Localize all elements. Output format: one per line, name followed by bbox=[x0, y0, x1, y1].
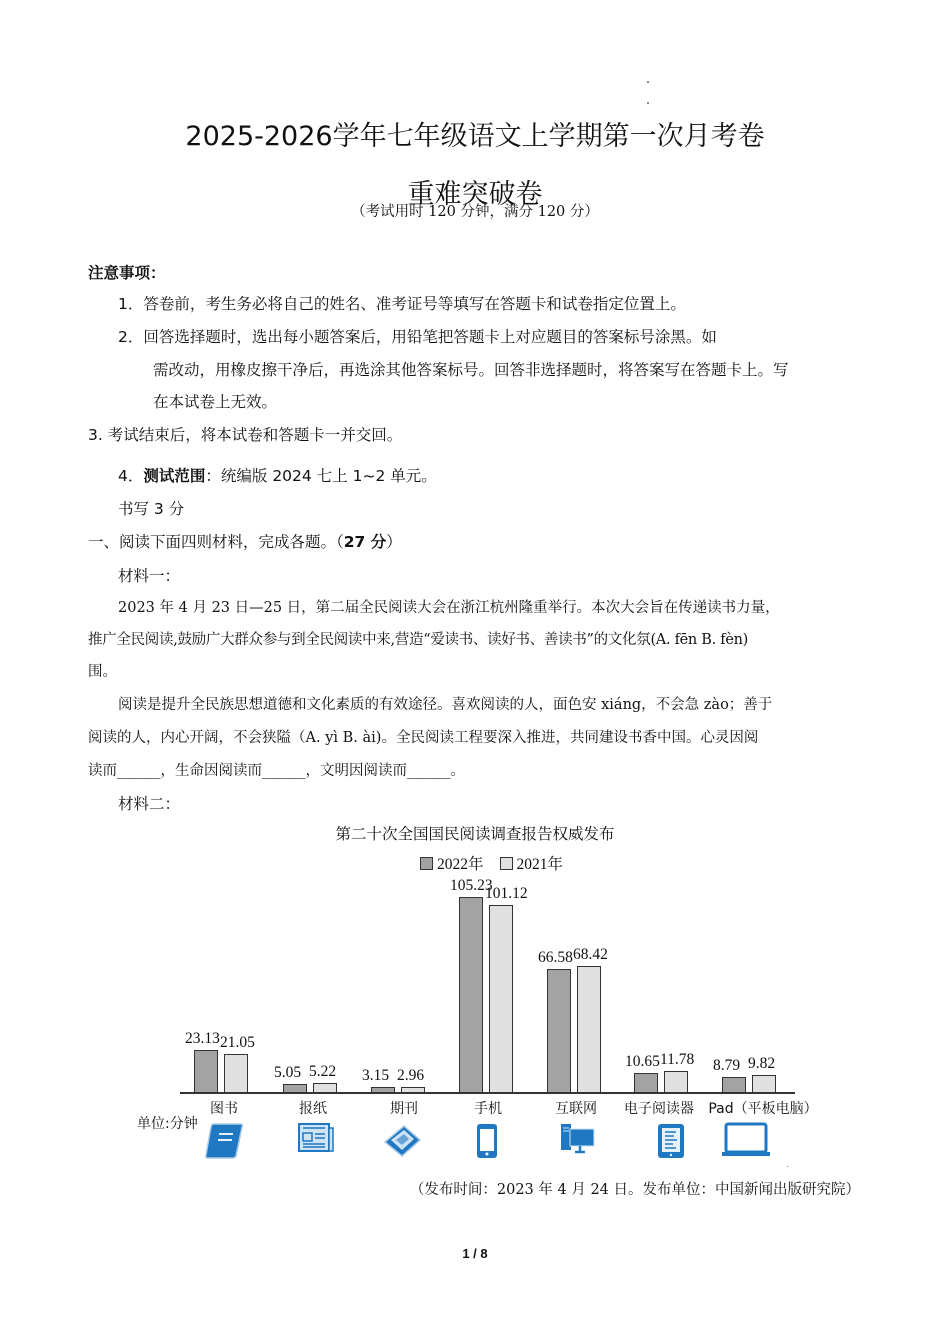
bar-value-label: 66.58 bbox=[538, 949, 573, 966]
bar-value-label: 5.22 bbox=[309, 1063, 337, 1080]
material1-label: 材料一： bbox=[118, 567, 181, 585]
category-label: 期刊 bbox=[390, 1101, 418, 1117]
section1-heading-text: 一、阅读下面四则材料，完成各题。（ bbox=[88, 533, 344, 551]
section1-score: 27 分 bbox=[343, 533, 387, 551]
legend-swatch-2022 bbox=[420, 857, 433, 870]
notice-item-4 bbox=[118, 464, 437, 486]
tablet-laptop-icon bbox=[720, 1122, 772, 1158]
bar-value-label: 11.78 bbox=[660, 1051, 695, 1068]
exam-title: 2025-2026学年七年级语文上学期第一次月考卷 bbox=[185, 121, 765, 152]
chart-source-note: （发布时间：2023 年 4 月 24 日。发布单位：中国新闻出版研究院） bbox=[409, 1182, 860, 1198]
phone-icon bbox=[475, 1122, 499, 1160]
legend-label-2021: 2021年 bbox=[516, 856, 564, 873]
bar-2021 bbox=[664, 1071, 688, 1093]
bar-2022 bbox=[547, 969, 571, 1093]
writing-score: 书写 3 分 bbox=[118, 500, 185, 518]
bar-value-label: 105.23 bbox=[450, 877, 493, 894]
material1-line-1: 2023 年 4 月 23 日—25 日，第二届全民阅读大会在浙江杭州隆重举行。本次大会旨在传递读书力量， bbox=[118, 600, 780, 616]
chart-unit-label: 单位:分钟 bbox=[137, 1116, 198, 1132]
scan-dot bbox=[647, 81, 649, 83]
bar-value-label: 10.65 bbox=[625, 1053, 660, 1070]
newspaper-icon bbox=[297, 1122, 335, 1154]
bar-value-label: 5.05 bbox=[274, 1064, 302, 1081]
book-icon bbox=[203, 1122, 245, 1160]
material2-label: 材料二： bbox=[118, 795, 181, 813]
scan-dot bbox=[647, 102, 649, 104]
category-label: 互联网 bbox=[555, 1101, 597, 1117]
material1-line-4: 阅读是提升全民族思想道德和文化素质的有效途径。喜欢阅读的人，面色安 xiáng，不会急 zào；善于 bbox=[118, 697, 773, 713]
section1-heading bbox=[88, 530, 402, 552]
legend-item-2021 bbox=[500, 852, 564, 874]
bar-value-label: 8.79 bbox=[713, 1057, 741, 1074]
bar-2022 bbox=[194, 1050, 218, 1093]
bar-2021 bbox=[752, 1075, 776, 1093]
bar-2022 bbox=[634, 1073, 658, 1093]
notice-item-4-label: 测试范围 bbox=[143, 467, 206, 485]
notice-item-2: 2．回答选择题时，选出每小题答案后，用铅笔把答题卡上对应题目的答案标号涂黑。如 bbox=[118, 328, 717, 346]
category-label: Pad（平板电脑） bbox=[708, 1101, 818, 1117]
notice-item-4-text: ：统编版 2024 七上 1~2 单元。 bbox=[205, 467, 437, 485]
material1-line-6: 读而______，生命因阅读而______，文明因阅读而______。 bbox=[88, 763, 465, 779]
exam-subtitle: 重难突破卷 bbox=[407, 179, 543, 210]
notice-item-2-cont: 需改动，用橡皮擦干净后，再选涂其他答案标号。回答非选择题时，将答案写在答题卡上。写 bbox=[153, 361, 789, 379]
chart-legend bbox=[420, 852, 579, 874]
bar-value-label: 9.82 bbox=[748, 1055, 776, 1072]
ereader-icon bbox=[656, 1122, 686, 1160]
scan-dot bbox=[787, 1166, 788, 1167]
bar-2022 bbox=[722, 1077, 746, 1093]
category-label: 手机 bbox=[474, 1101, 502, 1117]
bar-value-label: 2.96 bbox=[397, 1067, 425, 1084]
legend-swatch-2021 bbox=[500, 857, 513, 870]
bar-2021 bbox=[224, 1054, 248, 1093]
desktop-computer-icon bbox=[560, 1122, 596, 1156]
exam-info: （考试用时 120 分钟，满分 120 分） bbox=[351, 204, 599, 220]
material1-line-3: 围。 bbox=[88, 664, 117, 680]
legend-label-2022: 2022年 bbox=[437, 856, 484, 873]
notice-item-1: 1．答卷前，考生务必将自己的姓名、准考证号等填写在答题卡和试卷指定位置上。 bbox=[118, 295, 686, 313]
material1-line-2: 推广全民阅读,鼓励广大群众参与到全民阅读中来,营造“爱读书、读好书、善读书”的文化氛(A. fēn B. fèn) bbox=[88, 632, 749, 648]
bar-value-label: 68.42 bbox=[573, 946, 608, 963]
magazine-icon bbox=[382, 1122, 422, 1158]
section1-heading-close: ） bbox=[386, 533, 402, 551]
category-label: 报纸 bbox=[299, 1101, 327, 1117]
notice-item-2-cont2: 在本试卷上无效。 bbox=[153, 393, 278, 411]
notice-item-4-num: 4． bbox=[118, 467, 144, 485]
category-label: 图书 bbox=[210, 1101, 238, 1117]
page-number: 1 / 8 bbox=[462, 1246, 488, 1261]
chart-x-axis bbox=[180, 1092, 795, 1094]
legend-item-2022 bbox=[420, 852, 484, 874]
bar-2021 bbox=[577, 966, 601, 1093]
bar-value-label: 21.05 bbox=[220, 1034, 255, 1051]
bar-value-label: 3.15 bbox=[362, 1067, 390, 1084]
category-label: 电子阅读器 bbox=[624, 1101, 694, 1117]
bar-value-label: 23.13 bbox=[185, 1030, 220, 1047]
material1-line-5: 阅读的人，内心开阔，不会狭隘（A. yì B. ài)。全民阅读工程要深入推进，共同建设书香中国。心灵因阅 bbox=[88, 730, 759, 746]
bar-2022 bbox=[459, 897, 483, 1093]
chart-title: 第二十次全国国民阅读调查报告权威发布 bbox=[335, 825, 615, 843]
notice-heading: 注意事项： bbox=[88, 264, 166, 282]
bar-value-label: 101.12 bbox=[485, 885, 528, 902]
bar-2021 bbox=[489, 905, 513, 1093]
notice-item-3: 3. 考试结束后，将本试卷和答题卡一并交回。 bbox=[88, 426, 403, 444]
